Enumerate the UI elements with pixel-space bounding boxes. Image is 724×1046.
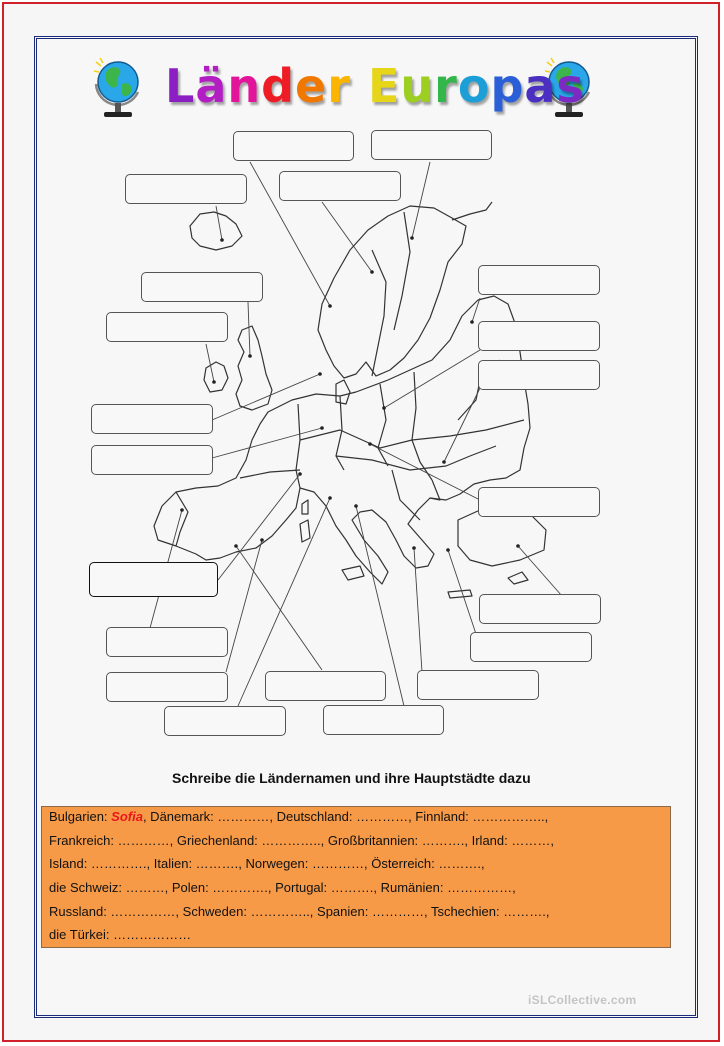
answer-box[interactable] <box>470 632 592 662</box>
title-letter: s <box>556 59 585 113</box>
title-letter: a <box>524 59 557 113</box>
answer-box[interactable] <box>265 671 386 701</box>
answer-box[interactable] <box>323 705 444 735</box>
title-letter: L <box>165 59 196 113</box>
answer-box[interactable] <box>417 670 539 700</box>
word-bank-panel <box>41 806 671 948</box>
answer-box[interactable] <box>106 627 228 657</box>
answer-box[interactable] <box>106 312 228 342</box>
answer-box[interactable] <box>106 672 228 702</box>
map-cyprus <box>508 572 528 584</box>
map-scandinavia <box>318 206 466 378</box>
answer-box[interactable] <box>91 445 213 475</box>
map-sardinia <box>300 520 310 542</box>
answer-box[interactable] <box>279 171 401 201</box>
map-great-britain <box>236 326 272 410</box>
title-letter: ä <box>195 59 228 113</box>
map-iceland <box>190 212 242 250</box>
watermark: iSLCollective.com <box>528 993 637 1007</box>
map-crete <box>448 590 472 598</box>
answer-box[interactable] <box>371 130 492 160</box>
title-letter: p <box>490 59 525 113</box>
map-denmark <box>336 380 350 404</box>
title-letter: E <box>367 59 401 113</box>
answer-box[interactable] <box>478 487 600 517</box>
title-letter: e <box>295 59 328 113</box>
word-bank-line: Frankreich: …………, Griechenland: ………….., Großbritannien: ………., Irland: ………, <box>49 833 554 848</box>
title-letter: d <box>261 59 296 113</box>
answer-box[interactable] <box>164 706 286 736</box>
word-bank-line: die Türkei: ……………… <box>49 927 192 942</box>
word-bank-line: Russland: ……………, Schweden: ………….., Spanien: …………, Tschechien: ………., <box>49 904 550 919</box>
word-bank-line: die Schweiz: ………, Polen: …………., Portugal: ………., Rumänien: ……………, <box>49 880 516 895</box>
answer-box[interactable] <box>233 131 354 161</box>
title-letter: n <box>227 59 262 113</box>
answer-example: Sofia <box>111 809 143 824</box>
word-bank-line: Bulgarien: Sofia, Dänemark: …………, Deutschland: …………, Finnland: …………….., <box>49 809 549 824</box>
answer-box[interactable] <box>478 321 600 351</box>
title-letter: r <box>434 59 458 113</box>
answer-box[interactable] <box>478 265 600 295</box>
title-letter: o <box>457 59 491 113</box>
answer-box[interactable] <box>89 562 218 597</box>
answer-box[interactable] <box>125 174 247 204</box>
answer-box[interactable] <box>141 272 263 302</box>
map-sicily <box>342 566 364 580</box>
answer-box[interactable] <box>91 404 213 434</box>
instruction-text: Schreibe die Ländernamen und ihre Hauptstädte dazu <box>172 770 531 786</box>
answer-box[interactable] <box>479 594 601 624</box>
title-letter: u <box>400 59 435 113</box>
map-ireland <box>204 362 228 392</box>
word-bank-line: Island: …………., Italien: ………., Norwegen: …………, Österreich: ………., <box>49 856 485 871</box>
map-corsica <box>302 500 308 514</box>
answer-box[interactable] <box>478 360 600 390</box>
title-letter: r <box>327 59 351 113</box>
